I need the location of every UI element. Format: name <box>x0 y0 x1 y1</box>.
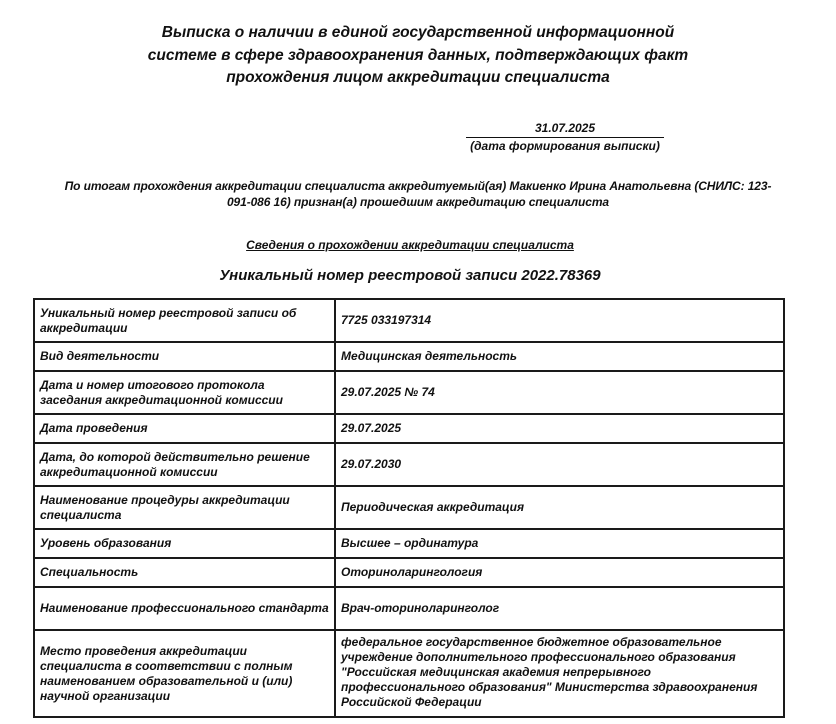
table-row <box>34 558 784 587</box>
table-row <box>34 630 784 717</box>
issue-date-caption: (дата формирования выписки) <box>470 139 660 153</box>
row-value: Оториноларингология <box>335 558 784 587</box>
table-row <box>34 414 784 443</box>
row-value: 7725 033197314 <box>335 299 784 342</box>
accreditation-info-table <box>33 298 785 718</box>
row-value: Высшее – ординатура <box>335 529 784 558</box>
row-label: Вид деятельности <box>34 342 335 371</box>
table-row <box>34 529 784 558</box>
row-label: Специальность <box>34 558 335 587</box>
row-value: 29.07.2030 <box>335 443 784 486</box>
row-value: 29.07.2025 <box>335 414 784 443</box>
table-row <box>34 587 784 630</box>
issue-date-block <box>466 121 664 154</box>
table-row <box>34 486 784 529</box>
row-value: Медицинская деятельность <box>335 342 784 371</box>
table-row <box>34 371 784 414</box>
row-value: Периодическая аккредитация <box>335 486 784 529</box>
row-value: федеральное государственное бюджетное образовательное учреждение дополнительного профессионального образования "Российская медицинская академия непрерывного профессионального образования" Министерства здравоохранения Российской Федерации <box>335 630 784 717</box>
section-title: Сведения о прохождении аккредитации специалиста <box>246 238 574 252</box>
row-label: Уникальный номер реестровой записи об аккредитации <box>34 299 335 342</box>
issue-date: 31.07.2025 <box>466 121 664 138</box>
row-label: Дата и номер итогового протокола заседания аккредитационной комиссии <box>34 371 335 414</box>
summary-line: 091-086 16) признан(а) прошедшим аккредитацию специалиста <box>226 195 609 209</box>
row-label: Наименование процедуры аккредитации специалиста <box>34 486 335 529</box>
accreditation-summary <box>30 178 806 210</box>
table-row <box>34 342 784 371</box>
table-row <box>34 299 784 342</box>
row-label: Наименование профессионального стандарта <box>34 587 335 630</box>
row-label: Место проведения аккредитации специалиста в соответствии с полным наименованием образовательной и (или) научной организации <box>34 630 335 717</box>
title-line: прохождения лицом аккредитации специалиста <box>226 69 610 86</box>
title-line: Выписка о наличии в единой государственной информационной <box>161 24 675 41</box>
row-label: Дата, до которой действительно решение аккредитационной комиссии <box>34 443 335 486</box>
document-title <box>100 22 736 90</box>
summary-line: По итогам прохождения аккредитации специалиста аккредитуемый(ая) Макиенко Ирина Анатольевна (СНИЛС: 123- <box>64 179 772 193</box>
title-line: системе в сфере здравоохранения данных, подтверждающих факт <box>147 46 689 64</box>
row-value: Врач-оториноларинголог <box>335 587 784 630</box>
table-row <box>34 443 784 486</box>
row-label: Дата проведения <box>34 414 335 443</box>
registry-number-title: Уникальный номер реестровой записи 2022.78369 <box>219 267 601 284</box>
row-value: 29.07.2025 № 74 <box>335 371 784 414</box>
row-label: Уровень образования <box>34 529 335 558</box>
